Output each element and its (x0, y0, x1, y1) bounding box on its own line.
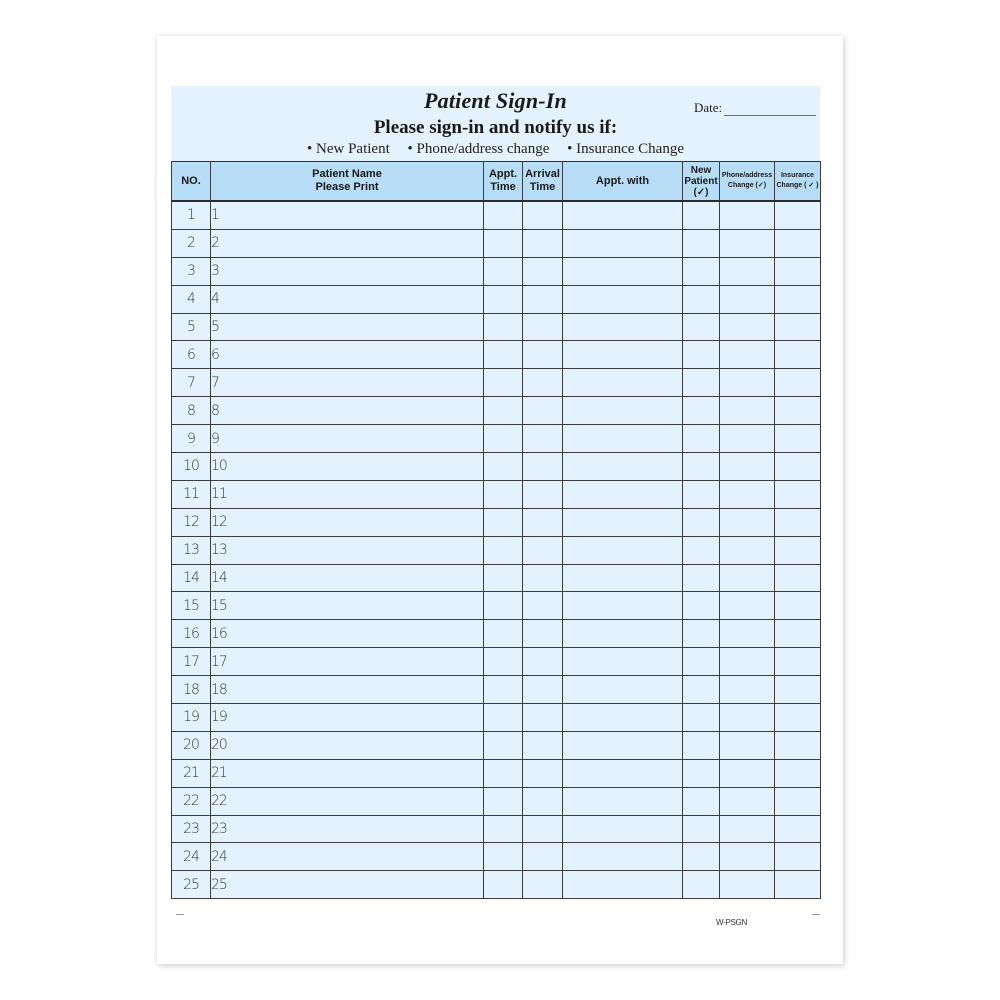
appt-time-cell[interactable] (484, 620, 523, 648)
appt-time-cell[interactable] (484, 759, 523, 787)
arrival-time-cell[interactable] (523, 592, 563, 620)
appt-with-cell[interactable] (563, 676, 683, 704)
new-patient-check-cell[interactable] (683, 871, 720, 899)
arrival-time-cell[interactable] (523, 536, 563, 564)
patient-name-cell[interactable]: 2 (211, 229, 484, 257)
arrival-time-cell[interactable] (523, 704, 563, 732)
arrival-time-cell[interactable] (523, 341, 563, 369)
table-row (172, 787, 821, 815)
new-patient-check-cell[interactable] (683, 425, 720, 453)
row-number: 18 (172, 676, 211, 704)
row-number: 25 (172, 871, 211, 899)
table-row (172, 369, 821, 397)
arrival-time-cell[interactable] (523, 229, 563, 257)
insurance-check-cell[interactable] (775, 759, 821, 787)
appt-time-cell[interactable] (484, 397, 523, 425)
phone-address-check-cell[interactable] (720, 229, 775, 257)
appt-time-cell[interactable] (484, 508, 523, 536)
phone-address-check-cell[interactable] (720, 480, 775, 508)
patient-name-cell[interactable]: 19 (211, 704, 484, 732)
header-new-patient: New Patient (✓) (683, 162, 720, 202)
patient-name-cell[interactable]: 1 (211, 201, 484, 229)
arrival-time-cell[interactable] (523, 815, 563, 843)
new-patient-check-cell[interactable] (683, 285, 720, 313)
table-row (172, 313, 821, 341)
header-phone-address-change: Phone/address Change (✓) (720, 162, 775, 202)
table-row (172, 648, 821, 676)
bullet-phone-address: • Phone/address change (407, 141, 550, 157)
patient-name-cell[interactable]: 20 (211, 731, 484, 759)
appt-with-cell[interactable] (563, 815, 683, 843)
arrival-time-cell[interactable] (523, 787, 563, 815)
row-number: 17 (172, 648, 211, 676)
table-row (172, 425, 821, 453)
appt-with-cell[interactable] (563, 871, 683, 899)
patient-name-cell[interactable]: 8 (211, 397, 484, 425)
appt-time-cell[interactable] (484, 871, 523, 899)
phone-address-check-cell[interactable] (720, 508, 775, 536)
table-row (172, 564, 821, 592)
header-appt-time: Appt. Time (484, 162, 523, 202)
appt-with-cell[interactable] (563, 397, 683, 425)
phone-address-check-cell[interactable] (720, 564, 775, 592)
new-patient-check-cell[interactable] (683, 704, 720, 732)
row-number: 9 (172, 425, 211, 453)
appt-time-cell[interactable] (484, 341, 523, 369)
phone-address-check-cell[interactable] (720, 369, 775, 397)
appt-with-cell[interactable] (563, 313, 683, 341)
arrival-time-cell[interactable] (523, 731, 563, 759)
patient-name-cell[interactable]: 14 (211, 564, 484, 592)
arrival-time-cell[interactable] (523, 620, 563, 648)
row-number: 20 (172, 731, 211, 759)
row-number: 10 (172, 453, 211, 481)
table-row (172, 676, 821, 704)
row-number: 7 (172, 369, 211, 397)
phone-address-check-cell[interactable] (720, 731, 775, 759)
appt-time-cell[interactable] (484, 704, 523, 732)
insurance-check-cell[interactable] (775, 285, 821, 313)
patient-name-cell[interactable]: 15 (211, 592, 484, 620)
table-header-row (172, 162, 821, 202)
appt-time-cell[interactable] (484, 536, 523, 564)
row-number: 2 (172, 229, 211, 257)
appt-time-cell[interactable] (484, 787, 523, 815)
appt-with-cell[interactable] (563, 536, 683, 564)
patient-name-cell[interactable]: 7 (211, 369, 484, 397)
phone-address-check-cell[interactable] (720, 871, 775, 899)
arrival-time-cell[interactable] (523, 508, 563, 536)
table-row (172, 480, 821, 508)
phone-address-check-cell[interactable] (720, 592, 775, 620)
row-number: 22 (172, 787, 211, 815)
table-row (172, 397, 821, 425)
row-number: 1 (172, 201, 211, 229)
table-row (172, 731, 821, 759)
new-patient-check-cell[interactable] (683, 843, 720, 871)
insurance-check-cell[interactable] (775, 480, 821, 508)
patient-name-cell[interactable]: 13 (211, 536, 484, 564)
arrival-time-cell[interactable] (523, 648, 563, 676)
new-patient-check-cell[interactable] (683, 313, 720, 341)
table-row (172, 285, 821, 313)
insurance-check-cell[interactable] (775, 453, 821, 481)
sign-in-table (171, 161, 821, 899)
new-patient-check-cell[interactable] (683, 508, 720, 536)
appt-time-cell[interactable] (484, 480, 523, 508)
table-row (172, 508, 821, 536)
row-number: 16 (172, 620, 211, 648)
appt-time-cell[interactable] (484, 369, 523, 397)
patient-name-cell[interactable]: 5 (211, 313, 484, 341)
arrival-time-cell[interactable] (523, 676, 563, 704)
appt-with-cell[interactable] (563, 508, 683, 536)
date-line[interactable] (724, 103, 816, 116)
new-patient-check-cell[interactable] (683, 676, 720, 704)
appt-with-cell[interactable] (563, 425, 683, 453)
appt-with-cell[interactable] (563, 787, 683, 815)
insurance-check-cell[interactable] (775, 369, 821, 397)
appt-time-cell[interactable] (484, 201, 523, 229)
row-number: 14 (172, 564, 211, 592)
appt-time-cell[interactable] (484, 229, 523, 257)
phone-address-check-cell[interactable] (720, 676, 775, 704)
row-number: 12 (172, 508, 211, 536)
appt-with-cell[interactable] (563, 453, 683, 481)
insurance-check-cell[interactable] (775, 815, 821, 843)
phone-address-check-cell[interactable] (720, 425, 775, 453)
header-no: NO. (172, 162, 211, 202)
table-row (172, 759, 821, 787)
appt-time-cell[interactable] (484, 564, 523, 592)
table-row (172, 592, 821, 620)
phone-address-check-cell[interactable] (720, 704, 775, 732)
form-code: W-PSGN (716, 918, 747, 927)
patient-name-cell[interactable]: 22 (211, 787, 484, 815)
phone-address-check-cell[interactable] (720, 648, 775, 676)
insurance-check-cell[interactable] (775, 648, 821, 676)
table-row (172, 620, 821, 648)
date-label: Date: (694, 100, 723, 115)
insurance-check-cell[interactable] (775, 564, 821, 592)
appt-with-cell[interactable] (563, 369, 683, 397)
new-patient-check-cell[interactable] (683, 731, 720, 759)
bullet-insurance: • Insurance Change (567, 141, 684, 157)
new-patient-check-cell[interactable] (683, 453, 720, 481)
phone-address-check-cell[interactable] (720, 285, 775, 313)
phone-address-check-cell[interactable] (720, 201, 775, 229)
insurance-check-cell[interactable] (775, 843, 821, 871)
insurance-check-cell[interactable] (775, 229, 821, 257)
insurance-check-cell[interactable] (775, 731, 821, 759)
appt-time-cell[interactable] (484, 592, 523, 620)
appt-with-cell[interactable] (563, 620, 683, 648)
patient-name-cell[interactable]: 9 (211, 425, 484, 453)
table-row (172, 843, 821, 871)
appt-time-cell[interactable] (484, 257, 523, 285)
insurance-check-cell[interactable] (775, 257, 821, 285)
phone-address-check-cell[interactable] (720, 759, 775, 787)
patient-name-cell[interactable]: 23 (211, 815, 484, 843)
new-patient-check-cell[interactable] (683, 229, 720, 257)
new-patient-check-cell[interactable] (683, 369, 720, 397)
new-patient-check-cell[interactable] (683, 648, 720, 676)
phone-address-check-cell[interactable] (720, 536, 775, 564)
table-row (172, 871, 821, 899)
new-patient-check-cell[interactable] (683, 341, 720, 369)
insurance-check-cell[interactable] (775, 787, 821, 815)
new-patient-check-cell[interactable] (683, 397, 720, 425)
arrival-time-cell[interactable] (523, 285, 563, 313)
insurance-check-cell[interactable] (775, 341, 821, 369)
phone-address-check-cell[interactable] (720, 313, 775, 341)
insurance-check-cell[interactable] (775, 620, 821, 648)
appt-with-cell[interactable] (563, 480, 683, 508)
phone-address-check-cell[interactable] (720, 815, 775, 843)
row-number: 19 (172, 704, 211, 732)
row-number: 21 (172, 759, 211, 787)
table-row (172, 201, 821, 229)
appt-with-cell[interactable] (563, 564, 683, 592)
table-row (172, 453, 821, 481)
arrival-time-cell[interactable] (523, 313, 563, 341)
patient-name-cell[interactable]: 17 (211, 648, 484, 676)
table-row (172, 815, 821, 843)
row-number: 6 (172, 341, 211, 369)
row-number: 11 (172, 480, 211, 508)
patient-name-cell[interactable]: 24 (211, 843, 484, 871)
insurance-check-cell[interactable] (775, 313, 821, 341)
row-number: 15 (172, 592, 211, 620)
patient-name-cell[interactable]: 18 (211, 676, 484, 704)
insurance-check-cell[interactable] (775, 592, 821, 620)
arrival-time-cell[interactable] (523, 759, 563, 787)
patient-name-cell[interactable]: 11 (211, 480, 484, 508)
header-patient-name: Patient Name Please Print (211, 162, 484, 202)
new-patient-check-cell[interactable] (683, 592, 720, 620)
row-number: 23 (172, 815, 211, 843)
phone-address-check-cell[interactable] (720, 843, 775, 871)
insurance-check-cell[interactable] (775, 704, 821, 732)
row-number: 24 (172, 843, 211, 871)
patient-name-cell[interactable]: 3 (211, 257, 484, 285)
appt-with-cell[interactable] (563, 257, 683, 285)
insurance-check-cell[interactable] (775, 676, 821, 704)
patient-name-cell[interactable]: 12 (211, 508, 484, 536)
appt-with-cell[interactable] (563, 731, 683, 759)
appt-with-cell[interactable] (563, 704, 683, 732)
new-patient-check-cell[interactable] (683, 536, 720, 564)
phone-address-check-cell[interactable] (720, 453, 775, 481)
insurance-check-cell[interactable] (775, 536, 821, 564)
notify-bullets (171, 141, 820, 158)
arrival-time-cell[interactable] (523, 369, 563, 397)
appt-time-cell[interactable] (484, 313, 523, 341)
appt-with-cell[interactable] (563, 229, 683, 257)
insurance-check-cell[interactable] (775, 425, 821, 453)
patient-name-cell[interactable]: 4 (211, 285, 484, 313)
header-insurance-change: Insurance Change ( ✓ ) (775, 162, 821, 202)
insurance-check-cell[interactable] (775, 508, 821, 536)
patient-name-cell[interactable]: 25 (211, 871, 484, 899)
form-title: Patient Sign-In (424, 88, 567, 113)
appt-with-cell[interactable] (563, 201, 683, 229)
phone-address-check-cell[interactable] (720, 257, 775, 285)
table-row (172, 341, 821, 369)
phone-address-check-cell[interactable] (720, 397, 775, 425)
header-appt-with: Appt. with (563, 162, 683, 202)
arrival-time-cell[interactable] (523, 425, 563, 453)
new-patient-check-cell[interactable] (683, 787, 720, 815)
arrival-time-cell[interactable] (523, 564, 563, 592)
form-subtitle: Please sign-in and notify us if: (373, 117, 618, 138)
patient-name-cell[interactable]: 21 (211, 759, 484, 787)
appt-with-cell[interactable] (563, 341, 683, 369)
appt-time-cell[interactable] (484, 648, 523, 676)
appt-time-cell[interactable] (484, 731, 523, 759)
appt-time-cell[interactable] (484, 453, 523, 481)
arrival-time-cell[interactable] (523, 480, 563, 508)
new-patient-check-cell[interactable] (683, 257, 720, 285)
table-row (172, 229, 821, 257)
patient-name-cell[interactable]: 16 (211, 620, 484, 648)
patient-name-cell[interactable]: 10 (211, 453, 484, 481)
phone-address-check-cell[interactable] (720, 787, 775, 815)
date-field[interactable] (694, 100, 816, 116)
header-arrival-time: Arrival Time (523, 162, 563, 202)
row-number: 4 (172, 285, 211, 313)
row-number: 5 (172, 313, 211, 341)
new-patient-check-cell[interactable] (683, 620, 720, 648)
appt-time-cell[interactable] (484, 285, 523, 313)
arrival-time-cell[interactable] (523, 201, 563, 229)
crop-mark (812, 914, 820, 915)
row-number: 3 (172, 257, 211, 285)
arrival-time-cell[interactable] (523, 397, 563, 425)
new-patient-check-cell[interactable] (683, 564, 720, 592)
phone-address-check-cell[interactable] (720, 620, 775, 648)
new-patient-check-cell[interactable] (683, 815, 720, 843)
insurance-check-cell[interactable] (775, 201, 821, 229)
appt-with-cell[interactable] (563, 648, 683, 676)
arrival-time-cell[interactable] (523, 843, 563, 871)
table-row (172, 257, 821, 285)
appt-with-cell[interactable] (563, 759, 683, 787)
phone-address-check-cell[interactable] (720, 341, 775, 369)
row-number: 13 (172, 536, 211, 564)
table-row (172, 536, 821, 564)
insurance-check-cell[interactable] (775, 871, 821, 899)
appt-with-cell[interactable] (563, 843, 683, 871)
new-patient-check-cell[interactable] (683, 201, 720, 229)
appt-with-cell[interactable] (563, 592, 683, 620)
arrival-time-cell[interactable] (523, 257, 563, 285)
bullet-new-patient: • New Patient (307, 141, 390, 157)
arrival-time-cell[interactable] (523, 453, 563, 481)
patient-name-cell[interactable]: 6 (211, 341, 484, 369)
new-patient-check-cell[interactable] (683, 759, 720, 787)
arrival-time-cell[interactable] (523, 871, 563, 899)
appt-time-cell[interactable] (484, 425, 523, 453)
new-patient-check-cell[interactable] (683, 480, 720, 508)
appt-time-cell[interactable] (484, 843, 523, 871)
table-row (172, 704, 821, 732)
row-number: 8 (172, 397, 211, 425)
appt-time-cell[interactable] (484, 815, 523, 843)
crop-mark (176, 914, 184, 915)
appt-with-cell[interactable] (563, 285, 683, 313)
appt-time-cell[interactable] (484, 676, 523, 704)
insurance-check-cell[interactable] (775, 397, 821, 425)
